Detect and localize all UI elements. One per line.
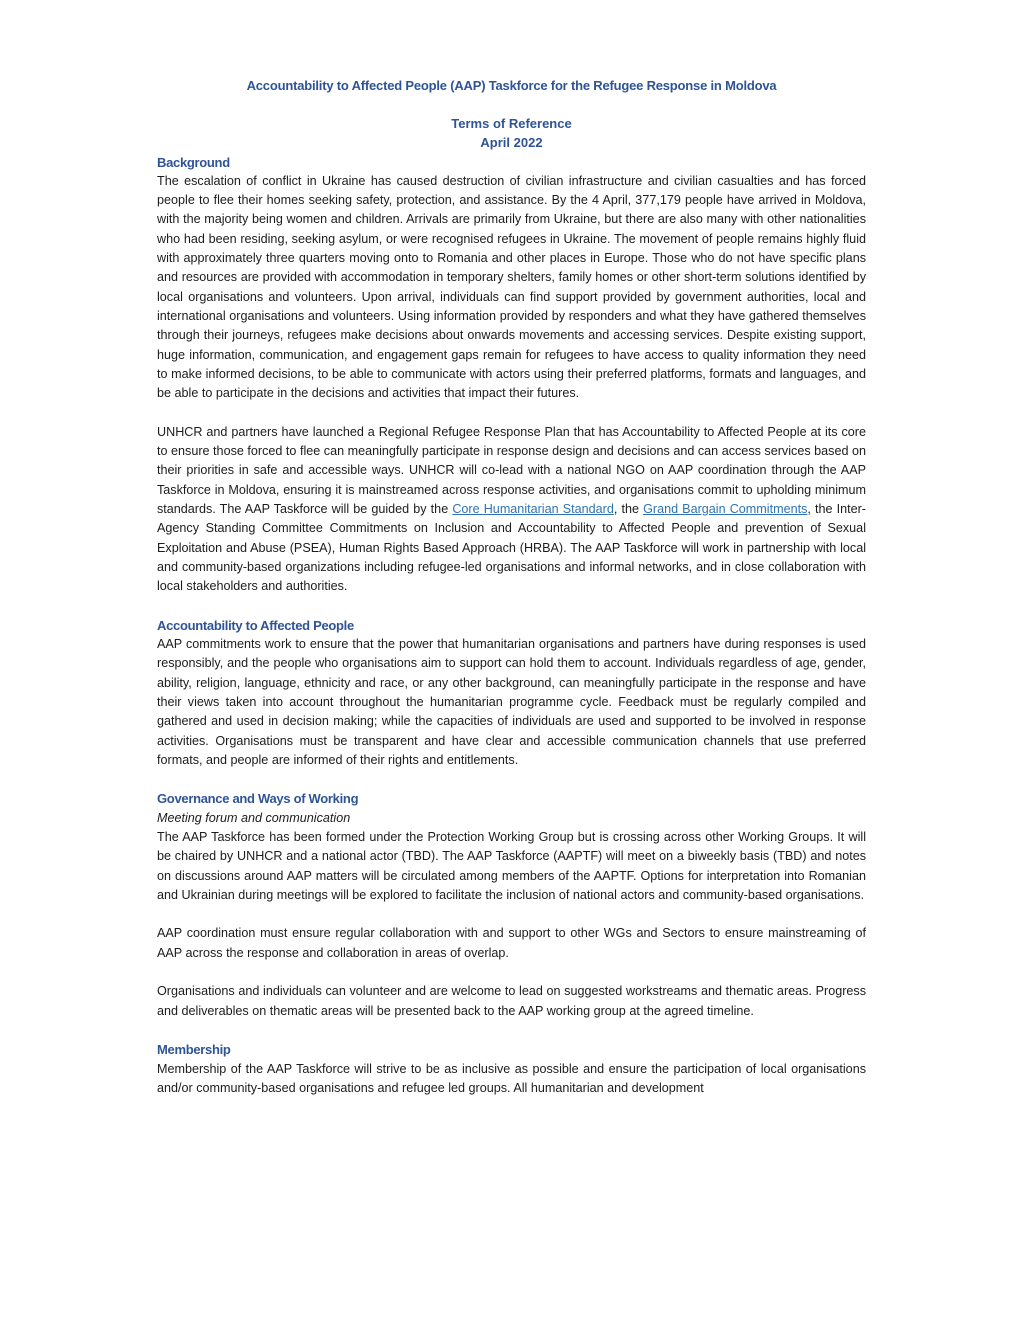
title-block	[157, 114, 866, 153]
heading-background: Background	[157, 154, 230, 170]
heading-membership: Membership	[157, 1042, 231, 1058]
governance-paragraph-2: AAP coordination must ensure regular collaboration with and support to other WGs and Sectors to ensure mainstreaming of AAP across the response and collaboration in areas of overlap.	[157, 926, 866, 960]
background-paragraph-2	[157, 423, 866, 597]
heading-accountability: Accountability to Affected People	[157, 617, 354, 633]
background-paragraph-2-text-a: UNHCR and partners have launched a Regional Refugee Response Plan that has Accountability to Affected People at its core to ensure those forced to flee can meaningfully participate in response design and decisions and can access services based on their priorities in safe and accessible ways. UNHCR will co-lead with a national NGO on AAP coordination through the AAP Taskforce in Moldova, ensuring it is mainstreamed across response activities, and organisations commit to upholding minimum standards. The AAP Taskforce will be guided by the	[157, 424, 866, 516]
governance-paragraph-3: Organisations and individuals can volunteer and are welcome to lead on suggested workstreams and thematic areas. Progress and deliverables on thematic areas will be presented back to the AAP working group at the agreed timeline.	[157, 984, 866, 1018]
link-grand-bargain-commitments[interactable]: Grand Bargain Commitments	[643, 501, 808, 516]
governance-paragraph-1: The AAP Taskforce has been formed under the Protection Working Group but is crossing across other Working Groups. It will be chaired by UNHCR and a national actor (TBD). The AAP Taskforce (AAPTF) will meet on a biweekly basis (TBD) and notes on discussions around AAP matters will be circulated among members of the AAPTF. Options for interpretation into Romanian and Ukrainian during meetings will be explored to facilitate the inclusion of national actors and community-based organisations.	[157, 829, 866, 902]
document-date: April 2022	[480, 135, 543, 151]
document-subtitle: Terms of Reference	[451, 116, 572, 131]
accountability-paragraph: AAP commitments work to ensure that the power that humanitarian organisations and partners have during responses is used responsibly, and the people who organisations aim to support can hold them to account. Individuals regardless of age, gender, ability, religion, language, ethnicity and race, or any other background, can meaningfully participate in the response and have their views taken into account throughout the humanitarian programme cycle. Feedback must be regularly compiled and gathered and used in decision making; while the capacities of individuals are used and supported to be involved in response activities. Organisations must be transparent and have clear and accessible communication channels that use preferred formats, and people are informed of their rights and entitlements.	[157, 637, 866, 767]
membership-paragraph: Membership of the AAP Taskforce will strive to be as inclusive as possible and ensure the participation of local organisations and/or community-based organisations and refugee led groups. All humanitarian and development	[157, 1061, 866, 1095]
heading-governance: Governance and Ways of Working	[157, 791, 359, 807]
background-paragraph-2-text-b: , the	[613, 501, 644, 516]
background-paragraph-1: The escalation of conflict in Ukraine has caused destruction of civilian infrastructure and civilian casualties and has forced people to flee their homes seeking safety, protection, and assistance. By the 4 April, 377,179 people have arrived in Moldova, with the majority being women and children. Arrivals are primarily from Ukraine, but there are also many with other nationalities who had been residing, seeking asylum, or were recognised refugees in Ukraine. The movement of people remains highly fluid with approximately three quarters moving onto to Romania and other places in Europe. Those who do not have specific plans and resources are provided with accommodation in temporary shelters, family homes or other short-term solutions identified by local organisations and volunteers. Upon arrival, individuals can find support provided by government authorities, local and international organisations and volunteers. Using information provided by responders and what they have gathered themselves through their journeys, refugees make decisions about onwards movements and accessing services. Despite existing support, huge information, communication, and engagement gaps remain for refugees to have access to quality information they need to make informed decisions, to be able to communicate with actors using their preferred platforms, formats and languages, and be able to participate in the decisions and activities that impact their futures.	[157, 173, 866, 401]
document-title: Accountability to Affected People (AAP) Taskforce for the Refugee Response in Moldova	[246, 78, 777, 93]
document-body	[157, 76, 866, 1098]
subheading-meeting-forum: Meeting forum and communication	[157, 810, 351, 825]
link-core-humanitarian-standard[interactable]: Core Humanitarian Standard	[452, 501, 614, 516]
background-paragraph-2-text-c: , the Inter-Agency Standing Committee Commitments on Inclusion and Accountability to Affected People and prevention of Sexual Exploitation and Abuse (PSEA), Human Rights Based Approach (HRBA). The AAP Taskforce will work in partnership with local and community-based organizations including refugee-led organisations and informal networks, and in close collaboration with local stakeholders and authorities.	[157, 501, 866, 594]
